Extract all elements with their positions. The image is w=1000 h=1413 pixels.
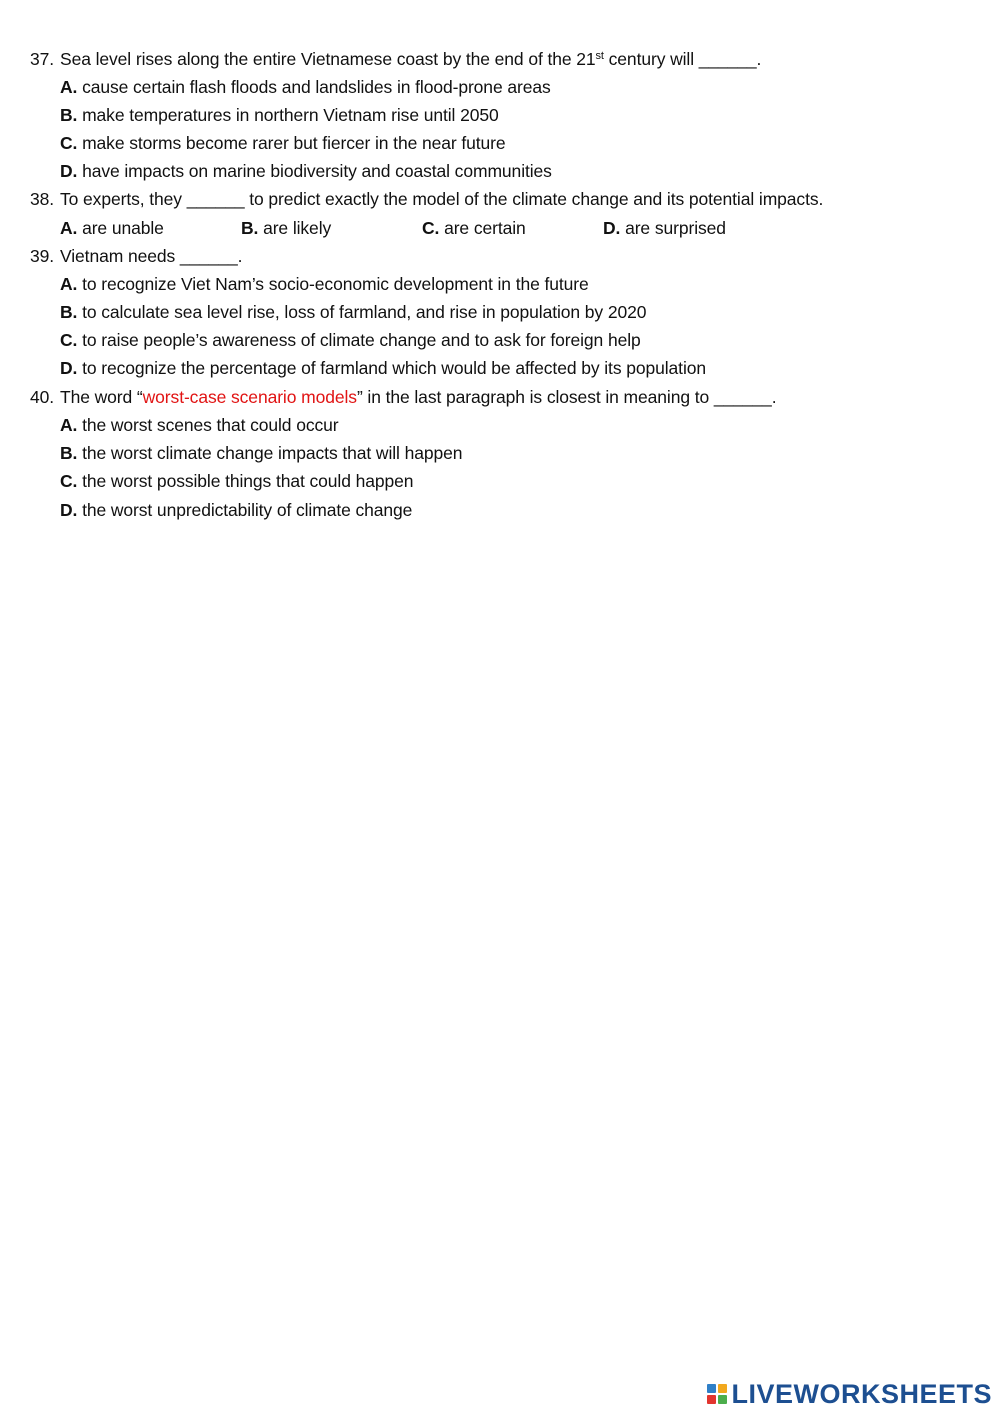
option-letter: C. [60, 330, 78, 350]
option-letter: B. [60, 302, 78, 322]
ordinal-suffix: st [595, 50, 604, 62]
liveworksheets-logo[interactable] [707, 1379, 992, 1409]
option-letter: C. [60, 471, 78, 491]
option-letter: A. [60, 274, 78, 294]
option-text: make storms become rarer but fiercer in the near future [77, 133, 506, 153]
option-letter: A. [60, 415, 78, 435]
option-text: are surprised [620, 218, 726, 238]
option-38-c[interactable] [422, 217, 526, 239]
option-38-d[interactable] [603, 217, 726, 239]
logo-text: LIVEWORKSHEETS [731, 1378, 992, 1409]
option-text: the worst unpredictability of climate change [77, 500, 413, 520]
option-letter: A. [60, 218, 78, 238]
question-stem: Vietnam needs ______. [60, 246, 243, 266]
option-text: are unable [77, 218, 164, 238]
option-text: to calculate sea level rise, loss of farmland, and rise in population by 2020 [77, 302, 647, 322]
option-38-b[interactable] [241, 217, 331, 239]
option-text: the worst climate change impacts that will happen [77, 443, 463, 463]
highlighted-phrase: worst-case scenario models [142, 387, 357, 407]
question-number: 39. [30, 246, 55, 266]
option-letter: A. [60, 77, 78, 97]
option-letter: D. [60, 161, 78, 181]
option-letter: C. [60, 133, 78, 153]
option-text: the worst scenes that could occur [77, 415, 339, 435]
option-letter: B. [60, 105, 78, 125]
option-letter: C. [422, 218, 440, 238]
option-text: to recognize the percentage of farmland which would be affected by its population [77, 358, 707, 378]
question-stem: Sea level rises along the entire Vietnamese coast by the end of the 21st century will ______. [60, 49, 762, 69]
option-letter: D. [60, 500, 78, 520]
logo-tile [718, 1395, 727, 1404]
option-text: to raise people’s awareness of climate change and to ask for foreign help [77, 330, 641, 350]
question-stem: To experts, they ______ to predict exactly the model of the climate change and its potential impacts. [60, 189, 824, 209]
option-text: cause certain flash floods and landslides in flood-prone areas [77, 77, 551, 97]
option-letter: B. [60, 443, 78, 463]
option-text: are likely [258, 218, 332, 238]
question-stem: The word “worst-case scenario models” in the last paragraph is closest in meaning to ______. [60, 387, 777, 407]
option-text: have impacts on marine biodiversity and coastal communities [77, 161, 552, 181]
option-text: the worst possible things that could happen [77, 471, 414, 491]
option-letter: D. [603, 218, 621, 238]
logo-tile [718, 1384, 727, 1393]
question-number: 40. [30, 387, 55, 407]
logo-tile [707, 1384, 716, 1393]
option-letter: D. [60, 358, 78, 378]
option-38-a[interactable] [60, 217, 164, 239]
logo-tile [707, 1395, 716, 1404]
question-number: 37. [30, 49, 55, 69]
question-number: 38. [30, 189, 55, 209]
liveworksheets-logo-icon [707, 1384, 727, 1404]
option-text: to recognize Viet Nam’s socio-economic development in the future [77, 274, 589, 294]
option-letter: B. [241, 218, 259, 238]
option-text: are certain [439, 218, 526, 238]
option-text: make temperatures in northern Vietnam rise until 2050 [77, 105, 499, 125]
